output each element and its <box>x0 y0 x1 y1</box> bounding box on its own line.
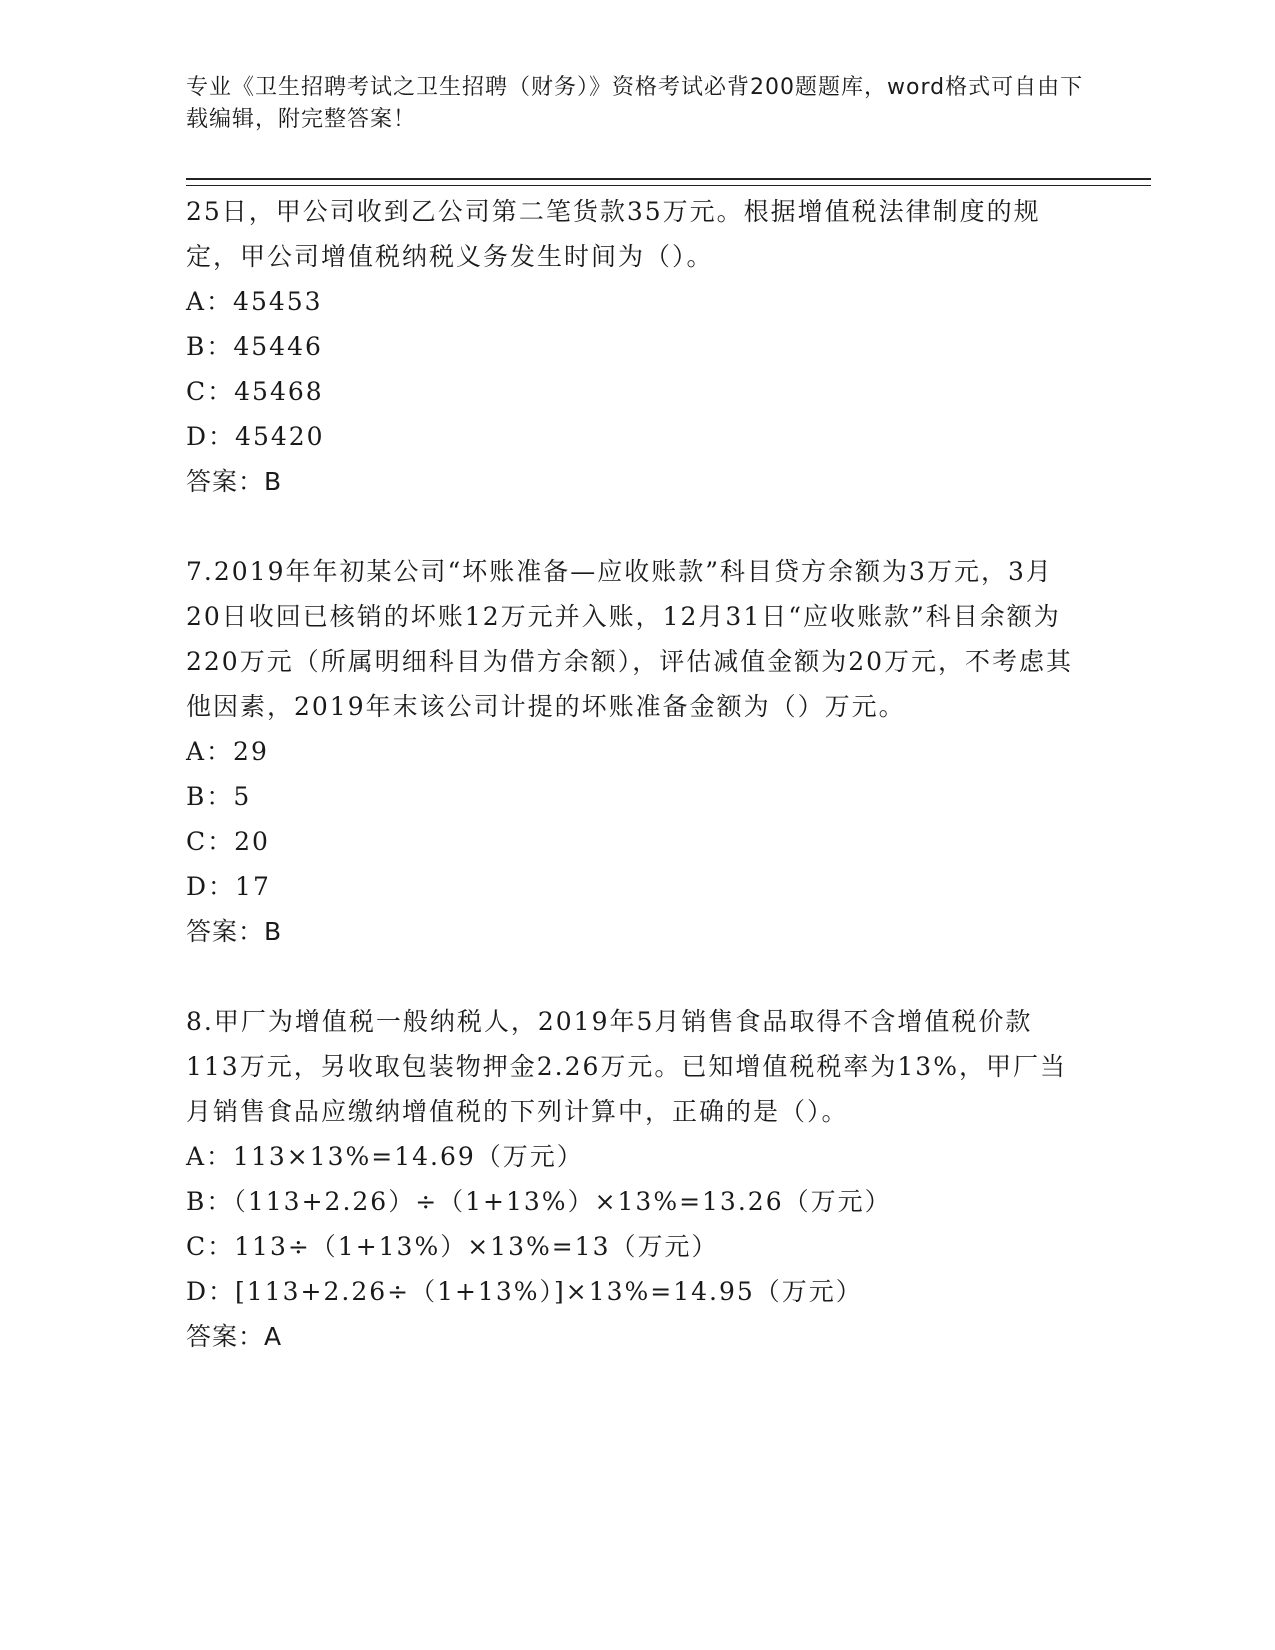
question-block <box>186 189 1086 504</box>
option-d: D：[113+2.26÷（1+13%）]×13%=14.95（万元） <box>186 1277 863 1306</box>
spacer <box>186 954 1086 999</box>
question-block <box>186 999 1086 1359</box>
answer-line: 答案：A <box>186 1322 283 1351</box>
question-text: 25日，甲公司收到乙公司第二笔货款35万元。根据增值税法律制度的规定，甲公司增值税纳税义务发生时间为（）。 <box>186 197 1041 271</box>
document-header: 专业《卫生招聘考试之卫生招聘（财务）》资格考试必背200题题库，word格式可自由下载编辑，附完整答案！ <box>186 75 1084 132</box>
option-b: B：45446 <box>186 332 323 361</box>
option-b: B：（113+2.26）÷（1+13%）×13%=13.26（万元） <box>186 1187 892 1216</box>
answer-line: 答案：B <box>186 917 283 946</box>
option-b: B：5 <box>186 782 252 811</box>
question-block <box>186 549 1086 954</box>
option-c: C：113÷（1+13%）×13%=13（万元） <box>186 1232 719 1261</box>
option-d: D：17 <box>186 872 271 901</box>
option-a: A：29 <box>186 737 269 766</box>
option-c: C：45468 <box>186 377 324 406</box>
question-text: 7.2019年年初某公司“坏账准备—应收账款”科目贷方余额为3万元，3月20日收回已核销的坏账12万元并入账，12月31日“应收账款”科目余额为220万元（所属明细科目为借方余额），评估减值金额为20万元，不考虑其他因素，2019年末该公司计提的坏账准备金额为（）万元。 <box>186 557 1074 721</box>
question-text: 8.甲厂为增值税一般纳税人，2019年5月销售食品取得不含增值税价款113万元，另收取包装物押金2.26万元。已知增值税税率为13%，甲厂当月销售食品应缴纳增值税的下列计算中，正确的是（）。 <box>186 1007 1067 1126</box>
option-c: C：20 <box>186 827 270 856</box>
option-a: A：45453 <box>186 287 323 316</box>
option-d: D：45420 <box>186 422 325 451</box>
spacer <box>186 504 1086 549</box>
question-list <box>186 189 1086 1359</box>
header-divider <box>186 178 1151 186</box>
answer-line: 答案：B <box>186 467 283 496</box>
option-a: A：113×13%=14.69（万元） <box>186 1142 584 1171</box>
